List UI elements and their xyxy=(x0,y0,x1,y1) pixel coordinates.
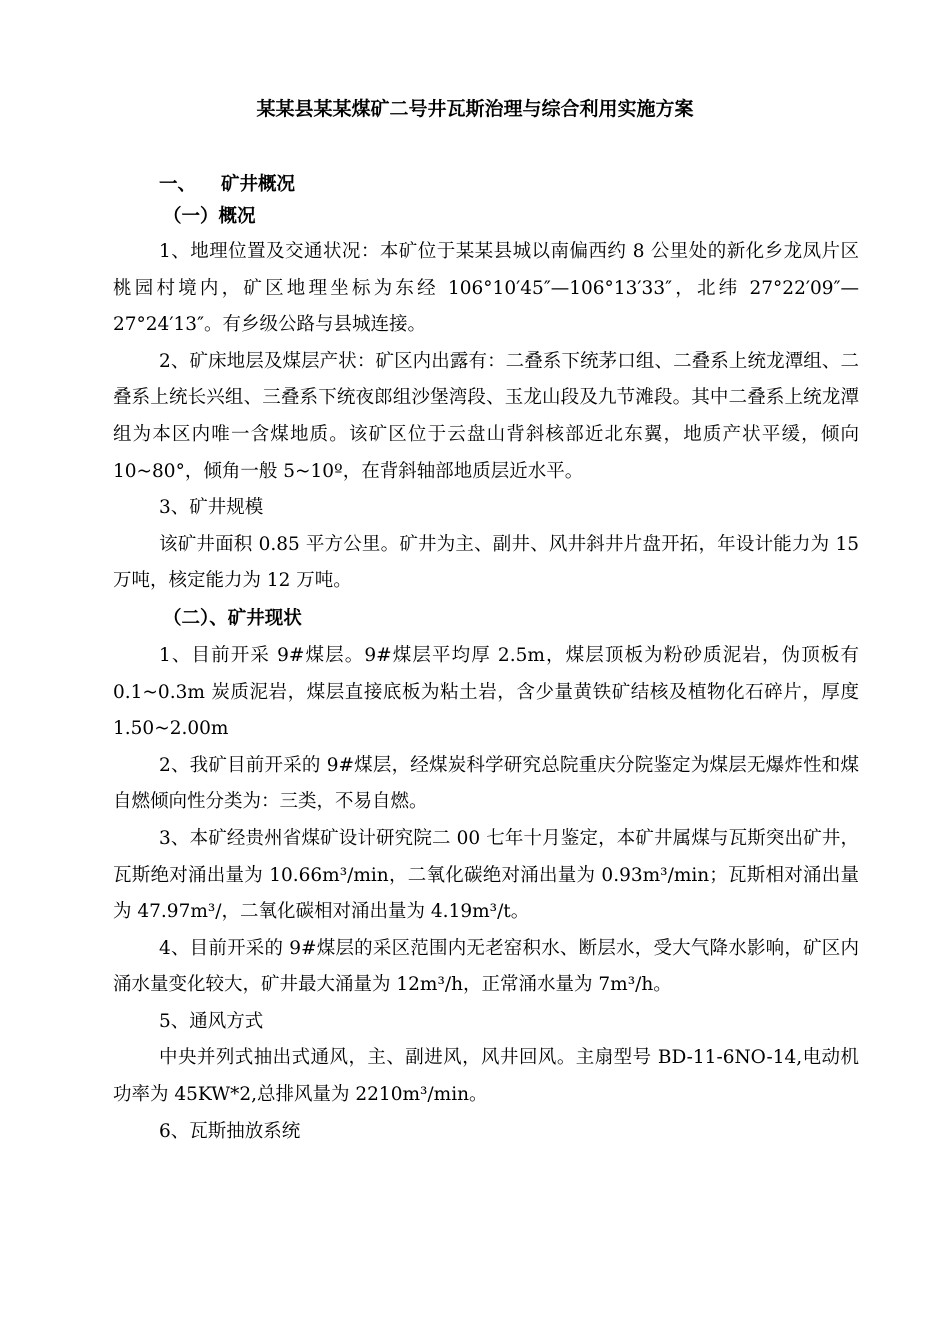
paragraph-location: 1、地理位置及交通状况：本矿位于某某县城以南偏西约 8 公里处的新化乡龙凤片区桃园村境内，矿区地理坐标为东经 106°10′45″—106°13′33″，北纬 27°22′09″—27°24′13″。有乡级公路与县城连接。 xyxy=(113,241,859,336)
paragraph-gas: 3、本矿经贵州省煤矿设计研究院二 00 七年十月鉴定，本矿井属煤与瓦斯突出矿井，瓦斯绝对涌出量为 10.66m³/min，二氧化碳绝对涌出量为 0.93m³/min；瓦斯相对涌出量为 47.97m³/，二氧化碳相对涌出量为 4.19m³/t。 xyxy=(113,827,859,923)
document-title: 某某县某某煤矿二号井瓦斯治理与综合利用实施方案 xyxy=(256,98,694,120)
section-heading-1 xyxy=(113,170,859,200)
item-label-gas-drainage: 6、瓦斯抽放系统 xyxy=(159,1120,301,1142)
paragraph-water: 4、目前开采的 9#煤层的采区范围内无老窑积水、断层水，受大气降水影响，矿区内涌水量变化较大，矿井最大涌量为 12m³/h，正常涌水量为 7m³/h。 xyxy=(113,937,859,996)
item-label-scale: 3、矿井规模 xyxy=(159,497,264,519)
document-body xyxy=(113,170,859,1150)
item-label-ventilation: 5、通风方式 xyxy=(159,1010,264,1032)
subsection-heading-status: （二）、矿井现状 xyxy=(163,607,302,629)
section-number: 一、 xyxy=(159,174,197,195)
paragraph-ventilation: 中央并列式抽出式通风，主、副进风，风井回风。主扇型号 BD-11-6NO-14,电动机功率为 45KW*2,总排风量为 2210m³/min。 xyxy=(113,1047,859,1106)
paragraph-scale: 该矿井面积 0.85 平方公里。矿井为主、副井、风井斜井片盘开拓，年设计能力为 15 万吨，核定能力为 12 万吨。 xyxy=(113,533,859,592)
section-title: 矿井概况 xyxy=(221,174,296,195)
paragraph-strata: 2、矿床地层及煤层产状：矿区内出露有：二叠系下统茅口组、二叠系上统龙潭组、二叠系上统长兴组、三叠系下统夜郎组沙堡湾段、玉龙山段及九节滩段。其中二叠系上统龙潭组为本区内唯一含煤地质。该矿区位于云盘山背斜核部近北东翼，地质产状平缓，倾向 10~80°，倾角一般 5~10º，在背斜轴部地质层近水平。 xyxy=(113,350,859,482)
paragraph-explosivity: 2、我矿目前开采的 9#煤层，经煤炭科学研究总院重庆分院鉴定为煤层无爆炸性和煤自燃倾向性分类为：三类，不易自燃。 xyxy=(113,754,859,813)
subsection-heading-overview: （一）概况 xyxy=(163,206,256,227)
paragraph-seam: 1、目前开采 9#煤层。9#煤层平均厚 2.5m，煤层顶板为粉砂质泥岩，伪顶板有 0.1~0.3m 炭质泥岩，煤层直接底板为粘土岩，含少量黄铁矿结核及植物化石碎片，厚度 1.50~2.00m xyxy=(113,644,859,740)
